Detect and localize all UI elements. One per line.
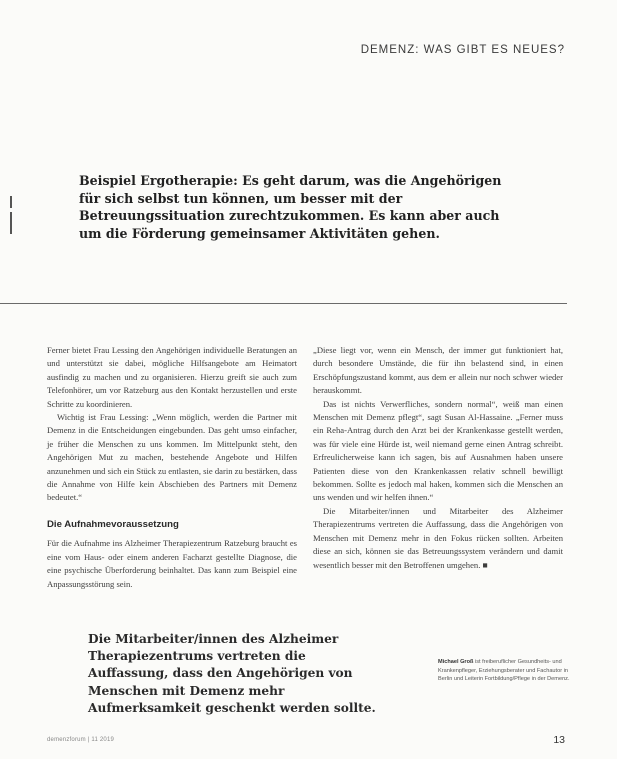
pull-quote: Die Mitarbeiter/innen des Alzheimer Therapiezentrums vertreten die Auffassung, dass den Angehörigen von Menschen mit Demenz mehr Aufmerksamkeit geschenkt werden sollte. [88, 632, 376, 715]
margin-mark [10, 196, 12, 208]
body-paragraph [313, 505, 563, 572]
body-text: Die Mitarbeiter/innen und Mitarbeiter des Alzheimer Therapiezentrums vertreten die Auffassung, dass die Angehörigen von Menschen mit Demenz mehr in den Fokus rücken sollten. Arbeiten diese an sich, können sie das Betreuungssystem verändern und damit wesentlich besser mit den Betroffenen umgehen. [313, 505, 563, 570]
end-mark: ■ [482, 559, 488, 570]
issue-footer: demenzforum | 11 2019 [47, 737, 115, 743]
body-column-right [313, 344, 563, 572]
author-name: Michael Groß [438, 659, 474, 665]
lead-paragraph: Beispiel Ergotherapie: Es geht darum, was die Angehörigen für sich selbst tun können, um besser mit der Betreuungssituation zurechtzukommen. Es kann aber auch um die Förderung gemeinsamer Aktivitäten gehen. [79, 173, 502, 241]
body-paragraph: Wichtig ist Frau Lessing: „Wenn möglich, werden die Partner mit Demenz in die Entscheidungen eingebunden. Das geht umso einfacher, je früher die Menschen zu uns kommen. Im Mittelpunkt steht, den Angehörigen Mut zu machen, bestehende Angebote und Hilfen anzunehmen und sich ein Stück zu entlasten, sie darin zu bestärken, dass die Annahme von Hilfe kein Abschieben des Partners mit Demenz bedeutet.“ [47, 412, 297, 503]
author-bio: ist freiberuflicher Gesundheits- und Krankenpfleger, Erziehungsberater und Fachautor in Berlin und Leiterin Fortbildung/Pflege in der Demenz. [438, 659, 570, 683]
section-divider [0, 303, 567, 304]
body-column-left [47, 344, 297, 591]
page-number: 13 [553, 734, 565, 746]
section-subheading: Die Aufnahmevoraussetzung [47, 518, 179, 530]
body-paragraph: Das ist nichts Verwerfliches, sondern normal“, weiß man einen Menschen mit Demenz pflegt“, sagt Susan Al-Hassaine. „Ferner muss ein Reha-Antrag durch den Arzt bei der Krankenkasse gestellt werden, was für viele eine Hürde ist, weil niemand gerne einen Antrag schreibt. Erfreulicherweise kann ich sagen, bis auf Ausnahmen haben unsere Patienten diese von den Krankenkassen relativ schnell bewilligt bekommen. Sollte es jedoch mal haken, kommen sich die Menschen an uns wenden und wir helfen ihnen.“ [313, 398, 563, 503]
body-paragraph: „Diese liegt vor, wenn ein Mensch, der immer gut funktioniert hat, durch besondere Umstände, die für ihn belastend sind, in einen Erschöpfungszustand kommt, aus dem er allein nur noch schwer wieder herauskommt. [313, 345, 563, 396]
margin-mark [10, 212, 12, 234]
running-head: DEMENZ: WAS GIBT ES NEUES? [360, 44, 565, 56]
body-paragraph: Ferner bietet Frau Lessing den Angehörigen individuelle Beratungen an und unterstützt sie dabei, mögliche Hilfsangebote am Heimatort ausfindig zu machen und zu organisieren. Hierzu greift sie auch zum Telefonhörer, um vor Ratzeburg aus den Kontakt herzustellen und erste Schritte zu koordinieren. [47, 345, 297, 409]
body-paragraph: Für die Aufnahme ins Alzheimer Therapiezentrum Ratzeburg braucht es eine vom Haus- oder einem anderen Facharzt gestellte Diagnose, die eine psychische Überforderung beinhaltet. Das kann zum Beispiel eine Anpassungsstörung sein. [47, 538, 297, 589]
author-caption [438, 658, 574, 684]
